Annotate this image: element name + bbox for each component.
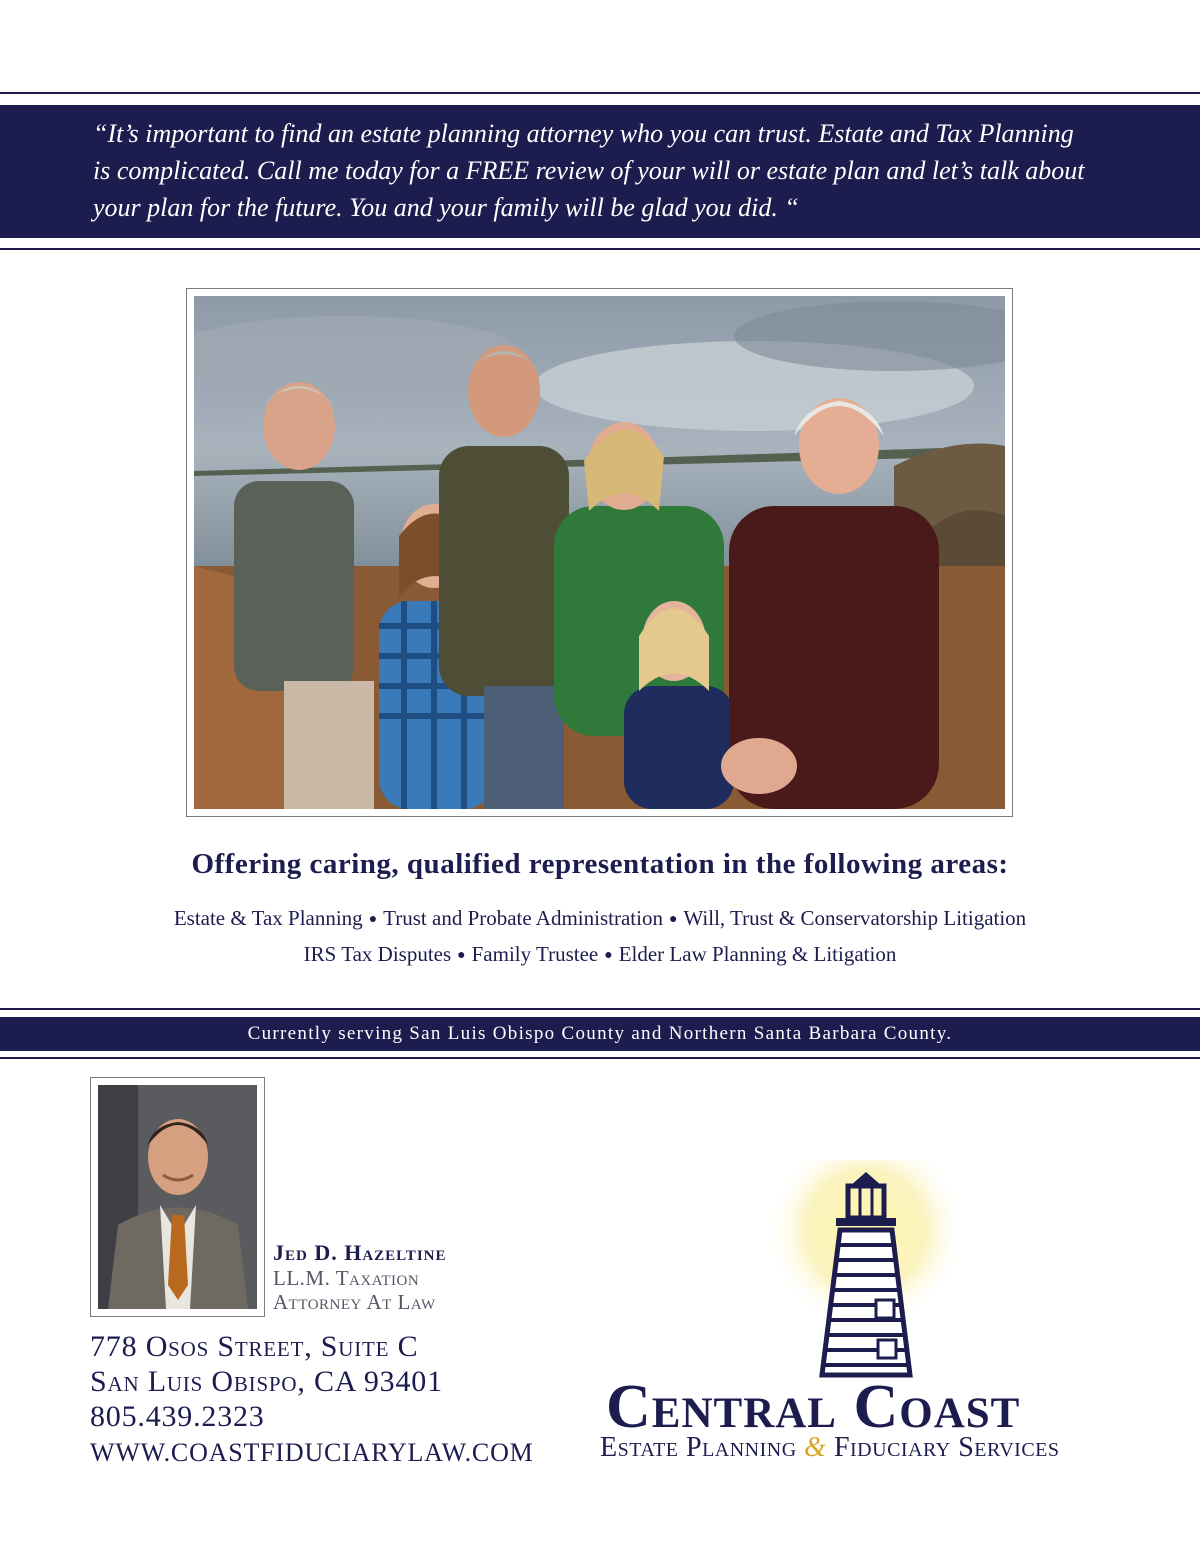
area-will-trust-litigation: Will, Trust & Conservatorship Litigation (683, 906, 1027, 930)
bullet-separator: ● (668, 912, 678, 927)
quote-bottom-rule (0, 248, 1200, 250)
logo-tagline-left: Estate Planning (600, 1432, 797, 1463)
attorney-portrait (98, 1085, 257, 1309)
top-rule (0, 92, 1200, 94)
testimonial-quote (93, 115, 1180, 226)
family-photo (194, 296, 1005, 809)
attorney-name: Jed D. Hazeltine (273, 1240, 447, 1265)
service-area-text: Currently serving San Luis Obispo County and Northern Santa Barbara County. (247, 1023, 953, 1044)
logo-tagline (600, 1432, 1060, 1464)
attorney-portrait-frame (90, 1077, 265, 1317)
logo-word-central: Central (606, 1373, 837, 1441)
serving-banner (0, 1017, 1200, 1051)
area-estate-tax-planning: Estate & Tax Planning (173, 906, 363, 930)
attorney-credential: LL.M. Taxation (273, 1266, 420, 1290)
logo-word-coast: Coast (853, 1373, 1021, 1441)
logo-ampersand: & (804, 1432, 827, 1463)
area-trust-probate-administration: Trust and Probate Administration (383, 906, 663, 930)
quote-banner (0, 105, 1200, 238)
practice-areas-line-2 (0, 942, 1200, 967)
area-irs-tax-disputes: IRS Tax Disputes (303, 942, 452, 966)
serving-top-rule (0, 1008, 1200, 1010)
bullet-separator: ● (457, 948, 466, 963)
website-link[interactable]: WWW.COASTFIDUCIARYLAW.COM (90, 1438, 534, 1467)
area-elder-law: Elder Law Planning & Litigation (618, 942, 897, 966)
attorney-title: Attorney At Law (273, 1290, 436, 1314)
area-family-trustee: Family Trustee (471, 942, 599, 966)
logo-tagline-right: Fiduciary Services (833, 1432, 1060, 1463)
practice-areas-line-1 (0, 906, 1200, 931)
quote-line-3: your plan for the future. You and your family will be glad you did. “ (93, 193, 799, 222)
lighthouse-logo-icon (598, 1160, 1138, 1390)
phone-number: 805.439.2323 (90, 1400, 265, 1433)
bullet-separator: ● (604, 948, 613, 963)
address-city: San Luis Obispo, CA 93401 (90, 1365, 443, 1398)
family-photo-frame (186, 288, 1013, 817)
practice-areas-heading: Offering caring, qualified representation in the following areas: (191, 848, 1009, 880)
bullet-separator: ● (368, 912, 378, 927)
address-street: 778 Osos Street, Suite C (90, 1330, 419, 1363)
quote-line-1: “It’s important to find an estate planning attorney who you can trust. Estate and Tax Planning (93, 119, 1074, 148)
serving-bottom-rule (0, 1057, 1200, 1059)
quote-line-2: is complicated. Call me today for a FREE review of your will or estate plan and let’s talk about (93, 156, 1085, 185)
